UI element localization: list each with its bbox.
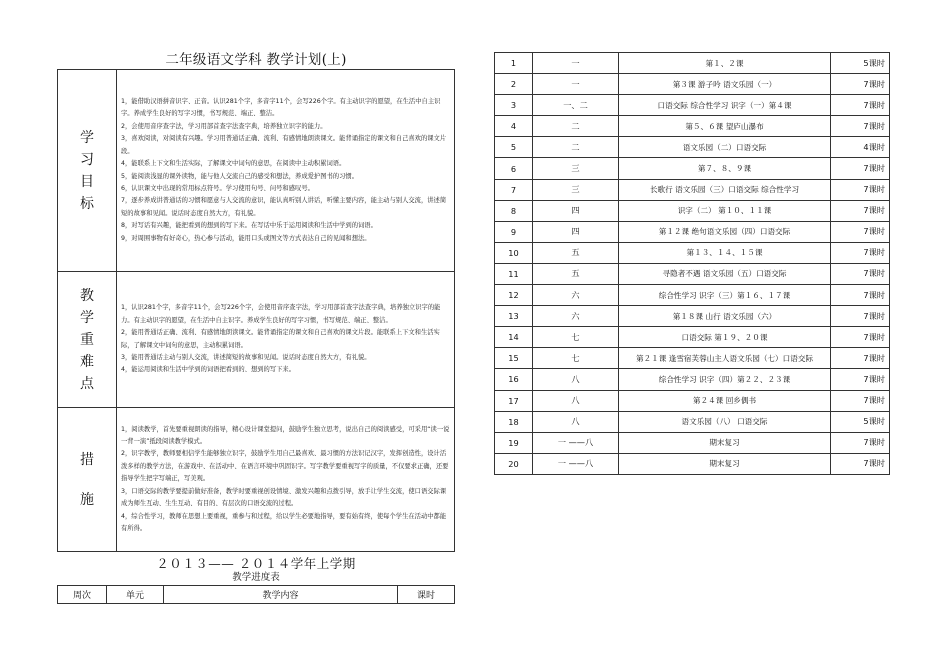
measure-item: 3，口语交际的教学要提前做好准备，教学时要重视创设情境、激发兴趣和点拨引导，放手让学生交流，使口语交际课成为师生互动、生生互动、有目的、有层次的口语交流的过程。 <box>121 487 447 508</box>
keypoint-item: 3，能用普通话主动与别人交流，讲述简短的故事和见闻。说话时态度自然大方，有礼貌。 <box>121 353 371 361</box>
keypoint-item: 4，能运用阅读和生活中学到的词语把看到的、想到的写下来。 <box>121 366 296 374</box>
goal-item: 1，能借助汉语拼音识字、正音。认识281个字，多音字11个，会写226个字。有主动识字的愿望，在生活中自主识字。养成学生良好的写字习惯，书写规范、端正、整洁。 <box>121 98 441 118</box>
schedule-week-cell: 13 <box>495 306 533 327</box>
schedule-content-cell: 期末复习 <box>619 453 831 474</box>
schedule-content-cell: 寻隐者不遇 语文乐园（五）口语交际 <box>619 263 831 284</box>
schedule-unit-cell: 四 <box>533 200 619 221</box>
schedule-content-cell: 期末复习 <box>619 432 831 453</box>
schedule-hours-cell: 7课时 <box>831 179 890 200</box>
schedule-hours-cell: 7课时 <box>831 116 890 137</box>
schedule-panel <box>494 52 890 475</box>
schedule-content-cell: 第１３、１４、１５课 <box>619 242 831 263</box>
schedule-row <box>495 369 890 390</box>
schedule-unit-cell: 六 <box>533 285 619 306</box>
measure-item: 1，阅读教学，首先要重视朗读的指导，精心设计课堂提问，鼓励学生独立思考，说出自己的阅读感受，可采用“读一说一背一演”抵段阅读教学模式。 <box>121 425 450 446</box>
schedule-row <box>495 453 890 474</box>
schedule-row <box>495 348 890 369</box>
schedule-unit-cell: 一 <box>533 74 619 95</box>
schedule-week-cell: 15 <box>495 348 533 369</box>
schedule-week-cell: 10 <box>495 242 533 263</box>
schedule-row <box>495 95 890 116</box>
schedule-content-cell: 综合性学习 识字（三）第１６、１７课 <box>619 285 831 306</box>
schedule-week-cell: 12 <box>495 285 533 306</box>
measure-item: 4，综合性学习，教师在思想上要重视，重参与和过程，给以学生必要地指导，要有始有终，使每个学生在活动中都能有所得。 <box>121 512 447 532</box>
schedule-title: 教学进度表 <box>232 572 280 583</box>
schedule-week-cell: 3 <box>495 95 533 116</box>
schedule-hours-cell: 7课时 <box>831 390 890 411</box>
schedule-unit-cell: 二 <box>533 137 619 158</box>
schedule-hours-cell: 7课时 <box>831 432 890 453</box>
schedule-hours-cell: 7课时 <box>831 453 890 474</box>
schedule-week-cell: 5 <box>495 137 533 158</box>
schedule-content-cell: 语文乐园（二）口语交际 <box>619 137 831 158</box>
schedule-hours-cell: 7课时 <box>831 285 890 306</box>
schedule-unit-cell: 一 <box>533 53 619 74</box>
schedule-row <box>495 179 890 200</box>
keypoints-row <box>58 272 455 408</box>
schedule-unit-cell: 三 <box>533 179 619 200</box>
schedule-row <box>495 411 890 432</box>
measures-heading: 措 施 <box>58 408 117 552</box>
schedule-row <box>495 432 890 453</box>
schedule-row <box>495 242 890 263</box>
schedule-row <box>495 116 890 137</box>
schedule-unit-cell: 一 ——八 <box>533 432 619 453</box>
schedule-row <box>495 74 890 95</box>
measures-list <box>117 408 455 552</box>
schedule-content-cell: 第７、８、９课 <box>619 158 831 179</box>
semester-label: ２０１３—— ２０１４学年上学期 <box>156 556 356 571</box>
schedule-header-table <box>57 585 455 604</box>
schedule-unit-cell: 八 <box>533 390 619 411</box>
schedule-unit-cell: 三 <box>533 158 619 179</box>
goals-heading: 学 习 目 标 <box>58 70 117 272</box>
goal-item: 9，对周围事物有好奇心，热心参与活动，能用口头或图文等方式表达自己的见闻和想法。 <box>121 234 371 242</box>
schedule-hours-cell: 7课时 <box>831 95 890 116</box>
schedule-hours-cell: 7课时 <box>831 263 890 284</box>
schedule-week-cell: 1 <box>495 53 533 74</box>
schedule-week-cell: 20 <box>495 453 533 474</box>
schedule-hours-cell: 5课时 <box>831 53 890 74</box>
schedule-hours-cell: 7课时 <box>831 158 890 179</box>
schedule-content-cell: 综合性学习 识字（四）第２２、２３课 <box>619 369 831 390</box>
schedule-week-cell: 9 <box>495 221 533 242</box>
measure-item: 2，识字教学，教师要相信学生能够独立识字，鼓励学生用自己最喜欢、最习惯的方法识记汉字，发挥创造性，设计活泼多样的教学方法，在游戏中、在活动中、在语言环境中巩固识字。写字教学要重视写字的质量，不仅要求正确，还要指导学生把字写端正，写美观。 <box>121 450 449 483</box>
schedule-content-cell: 第３课 游子吟 语文乐园（一） <box>619 74 831 95</box>
keypoint-item: 1，认识281个字，多音字11个，会写226个字，会使用音序查字法，学习用部首查字法查字典，培养独立识字的能力。有主动识字的愿望，在生活中自主识字。养成学生良好的写字习惯，书写规范、端正、整洁。 <box>121 304 441 324</box>
goals-list <box>117 70 455 272</box>
keypoint-item: 2，能用普通话正确、流利、有感情地朗读课文。能背诵指定的课文和自己喜欢的课文片段。能联系上下文和生活实际，了解课文中词句的意思，主动积累词语。 <box>121 329 440 349</box>
schedule-hours-cell: 7课时 <box>831 74 890 95</box>
schedule-content-cell: 第１、２课 <box>619 53 831 74</box>
schedule-unit-cell: 五 <box>533 242 619 263</box>
plan-title: 二年级语文学科 教学计划(上) <box>165 52 347 68</box>
schedule-week-cell: 19 <box>495 432 533 453</box>
goals-row <box>58 70 455 272</box>
schedule-week-cell: 4 <box>495 116 533 137</box>
keypoints-heading: 教 学 重 难 点 <box>58 272 117 408</box>
schedule-row <box>495 263 890 284</box>
schedule-unit-cell: 八 <box>533 411 619 432</box>
schedule-week-cell: 7 <box>495 179 533 200</box>
goal-item: 3，喜欢阅读，对阅读有兴趣。学习用普通话正确、流利、有感情地朗读课文。能背诵指定的课文和自己喜欢的课文片段。 <box>121 135 447 155</box>
schedule-content-cell: 长歌行 语文乐园（三）口语交际 综合性学习 <box>619 179 831 200</box>
schedule-row <box>495 158 890 179</box>
schedule-content-cell: 口语交际 综合性学习 识字（一）第４课 <box>619 95 831 116</box>
keypoints-list <box>117 272 455 408</box>
schedule-header-row <box>58 586 455 604</box>
schedule-week-cell: 2 <box>495 74 533 95</box>
goal-item: 5，能阅读浅显的课外读物，能与他人交流自己的感受和想法，养成爱护图书的习惯。 <box>121 172 358 180</box>
schedule-hours-cell: 4课时 <box>831 137 890 158</box>
schedule-unit-cell: 七 <box>533 327 619 348</box>
schedule-content-cell: 语文乐园（八） 口语交际 <box>619 411 831 432</box>
schedule-hours-cell: 7课时 <box>831 306 890 327</box>
header-week: 周次 <box>58 586 107 604</box>
schedule-week-cell: 17 <box>495 390 533 411</box>
schedule-row <box>495 53 890 74</box>
schedule-hours-cell: 7课时 <box>831 242 890 263</box>
schedule-hours-cell: 7课时 <box>831 200 890 221</box>
teaching-plan <box>57 52 455 604</box>
schedule-hours-cell: 7课时 <box>831 327 890 348</box>
schedule-week-cell: 11 <box>495 263 533 284</box>
schedule-week-cell: 6 <box>495 158 533 179</box>
schedule-content-cell: 口语交际 第１９、２０课 <box>619 327 831 348</box>
schedule-hours-cell: 7课时 <box>831 369 890 390</box>
schedule-hours-cell: 7课时 <box>831 348 890 369</box>
schedule-unit-cell: 五 <box>533 263 619 284</box>
schedule-content-cell: 第２４课 回乡偶书 <box>619 390 831 411</box>
schedule-unit-cell: 四 <box>533 221 619 242</box>
schedule-unit-cell: 一、二 <box>533 95 619 116</box>
schedule-content-cell: 识字（二） 第１０、１１课 <box>619 200 831 221</box>
header-unit: 单元 <box>107 586 164 604</box>
schedule-content-cell: 第２１课 逢雪宿芙蓉山主人语文乐园（七）口语交际 <box>619 348 831 369</box>
schedule-hours-cell: 7课时 <box>831 221 890 242</box>
goal-item: 7，逐步养成讲普通话的习惯和愿意与人交流的意识，能认真听别人讲话，听懂主要内容，能主动与别人交流，讲述简短的故事和见闻。说话时态度自然大方，有礼貌。 <box>121 197 447 217</box>
schedule-unit-cell: 一 ——八 <box>533 453 619 474</box>
measures-row <box>58 408 455 552</box>
schedule-row <box>495 285 890 306</box>
schedule-unit-cell: 六 <box>533 306 619 327</box>
schedule-row <box>495 306 890 327</box>
schedule-row <box>495 390 890 411</box>
schedule-unit-cell: 二 <box>533 116 619 137</box>
goal-item: 2，会使用音序查字法，学习用部首查字法查字典，培养独立识字的能力。 <box>121 122 327 130</box>
schedule-hours-cell: 5课时 <box>831 411 890 432</box>
schedule-row <box>495 137 890 158</box>
schedule-content-cell: 第５、６课 望庐山瀑布 <box>619 116 831 137</box>
schedule-week-cell: 8 <box>495 200 533 221</box>
goal-item: 6，认识课文中出现的常用标点符号。学习使用句号、问号和感叹号。 <box>121 184 314 192</box>
plan-table <box>57 69 455 552</box>
schedule-content-cell: 第１８课 山行 语文乐园（六） <box>619 306 831 327</box>
schedule-table <box>494 52 890 475</box>
schedule-row <box>495 200 890 221</box>
schedule-content-cell: 第１２课 绝句语文乐园（四）口语交际 <box>619 221 831 242</box>
schedule-row <box>495 221 890 242</box>
schedule-unit-cell: 八 <box>533 369 619 390</box>
schedule-week-cell: 14 <box>495 327 533 348</box>
header-content: 教学内容 <box>164 586 398 604</box>
schedule-week-cell: 16 <box>495 369 533 390</box>
goal-item: 4，能联系上下文和生活实际，了解课文中词句的意思，在阅读中主动积累词语。 <box>121 160 346 168</box>
goal-item: 8，对写话有兴趣，能把看到的想到的写下来。在写话中乐于运用阅读和生活中学到的词语。 <box>121 222 377 230</box>
schedule-unit-cell: 七 <box>533 348 619 369</box>
schedule-week-cell: 18 <box>495 411 533 432</box>
header-hours: 课时 <box>398 586 455 604</box>
schedule-row <box>495 327 890 348</box>
